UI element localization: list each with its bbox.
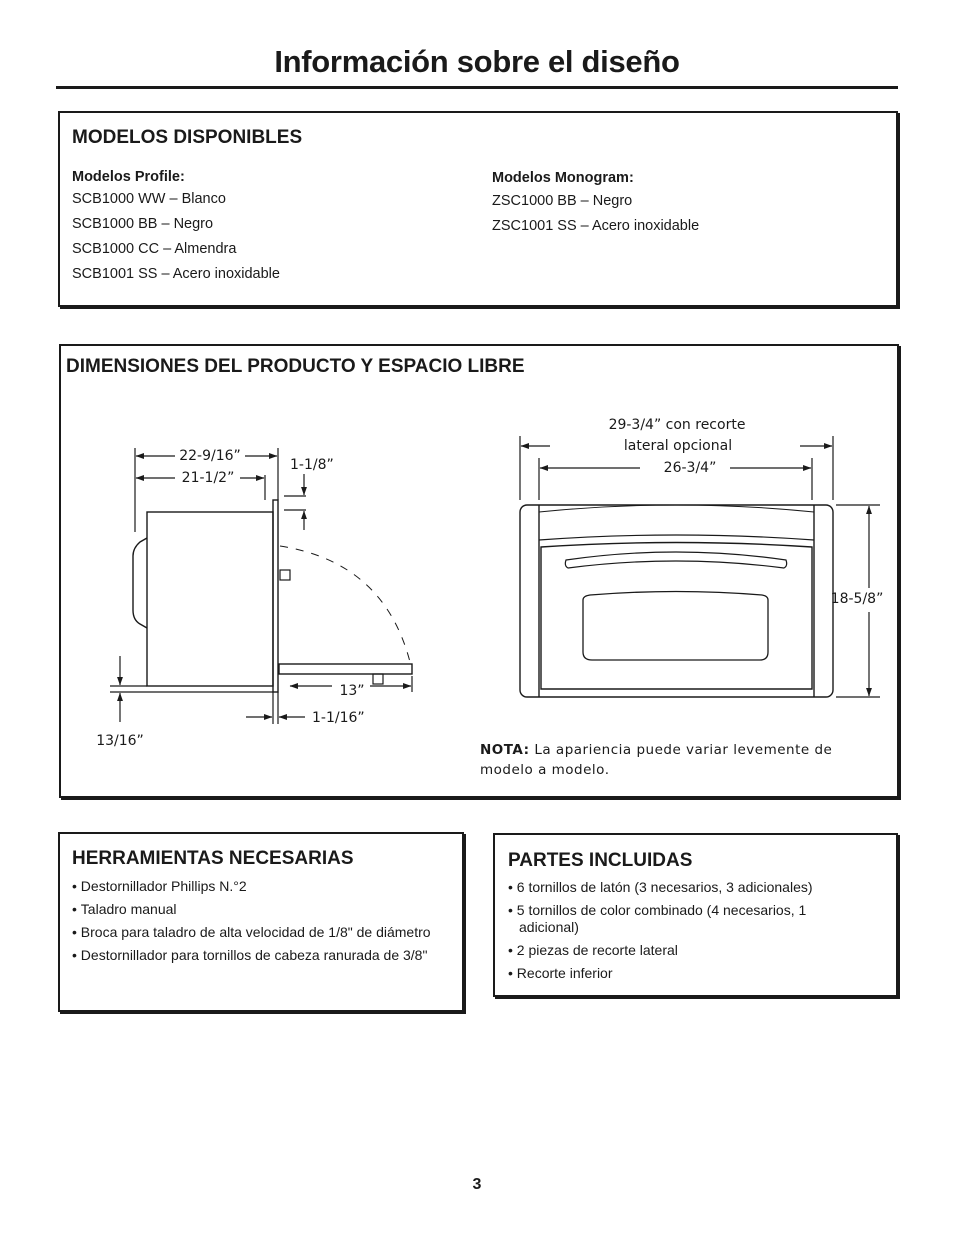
monogram-models-list [492, 191, 699, 241]
page-title: Información sobre el diseño [274, 44, 680, 79]
tools-section [58, 832, 464, 1012]
page-number: 3 [472, 1176, 482, 1193]
list-item: • Broca para taladro de alta velocidad de 1/8" de diámetro [72, 924, 442, 941]
dimension-label: 18-5/8” [830, 591, 884, 607]
models-heading: MODELOS DISPONIBLES [72, 127, 303, 148]
list-item: • 2 piezas de recorte lateral [508, 942, 833, 959]
list-item: SCB1000 CC – Almendra [72, 241, 237, 257]
dimension-label: 29-3/4” con recorte [608, 417, 746, 433]
note-text: La apariencia puede variar levemente de modelo a modelo. [480, 742, 833, 778]
list-item: • 5 tornillos de color combinado (4 necesarios, 1 adicional) [508, 902, 833, 936]
list-item: • 6 tornillos de latón (3 necesarios, 3 adicionales) [508, 879, 833, 896]
list-item: • Recorte inferior [508, 965, 833, 982]
dimension-label: 21-1/2” [181, 470, 235, 486]
note-label: NOTA: [480, 742, 530, 758]
dimension-label: lateral opcional [623, 438, 733, 454]
dimension-label: 22-9/16” [179, 448, 241, 464]
list-item: ZSC1000 BB – Negro [492, 193, 633, 209]
list-item: • Taladro manual [72, 901, 442, 918]
monogram-models-heading: Modelos Monogram: [492, 170, 634, 186]
tools-list [72, 878, 442, 970]
title-divider [56, 86, 898, 89]
dimensions-section [59, 344, 899, 798]
dimensions-heading: DIMENSIONES DEL PRODUCTO Y ESPACIO LIBRE [66, 356, 525, 377]
list-item: ZSC1001 SS – Acero inoxidable [492, 218, 700, 234]
dimension-label: 13/16” [96, 733, 144, 749]
tools-heading: HERRAMIENTAS NECESARIAS [72, 848, 354, 869]
dimension-label: 1-1/16” [312, 710, 365, 726]
dimension-label: 13” [339, 683, 365, 699]
list-item: • Destornillador para tornillos de cabeza ranurada de 3/8" [72, 947, 442, 964]
list-item: SCB1001 SS – Acero inoxidable [72, 266, 280, 282]
list-item: • Destornillador Phillips N.°2 [72, 878, 442, 895]
list-item: SCB1000 WW – Blanco [72, 191, 226, 207]
list-item: SCB1000 BB – Negro [72, 216, 214, 232]
dimension-label: 1-1/8” [290, 457, 334, 473]
parts-section [493, 833, 898, 997]
models-section [58, 111, 898, 307]
appearance-note [480, 740, 880, 780]
profile-models-heading: Modelos Profile: [72, 169, 185, 185]
dimension-label: 26-3/4” [663, 460, 717, 476]
parts-heading: PARTES INCLUIDAS [508, 850, 693, 871]
profile-models-list [72, 189, 280, 289]
parts-list [508, 879, 833, 988]
